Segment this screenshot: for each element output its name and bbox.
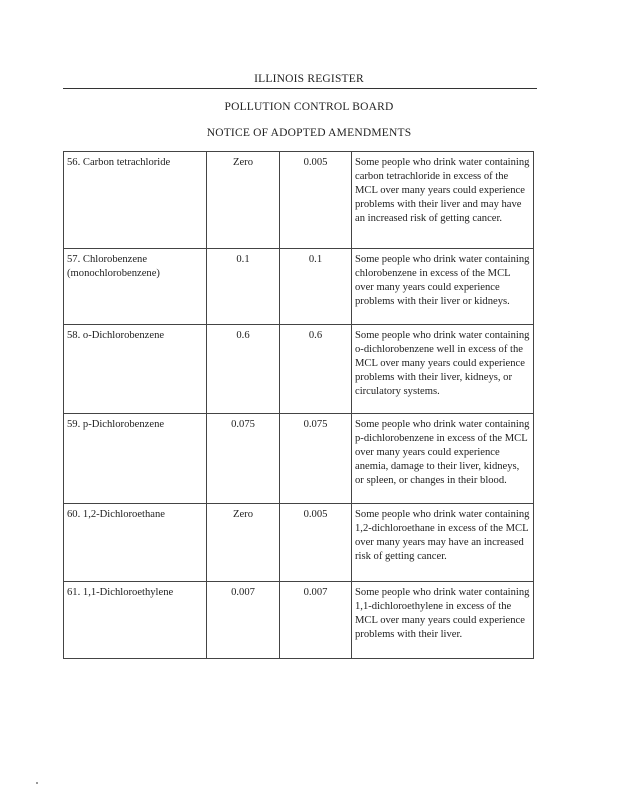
contaminant-name: 58. o-Dichlorobenzene <box>64 325 207 414</box>
contaminant-name: 59. p-Dichlorobenzene <box>64 414 207 504</box>
mcl-value: 0.075 <box>280 414 352 504</box>
mcl-value: 0.1 <box>280 249 352 325</box>
health-effects: Some people who drink water containing o-dichlorobenzene well in excess of the MCL over many years could experience problems with their liver, kidneys, or circulatory systems. <box>352 325 534 414</box>
mcl-value: 0.6 <box>280 325 352 414</box>
contaminant-name: 60. 1,2-Dichloroethane <box>64 504 207 582</box>
mclg-value: Zero <box>207 152 280 249</box>
health-effects: Some people who drink water containing 1,1-dichloroethylene in excess of the MCL over many years could experience problems with their liver. <box>352 582 534 659</box>
table-row <box>64 582 534 659</box>
contaminant-table <box>63 151 534 659</box>
health-effects: Some people who drink water containing p-dichlorobenzene in excess of the MCL over many years could experience anemia, damage to their liver, kidneys, or spleen, or changes in their blood. <box>352 414 534 504</box>
board-title: POLLUTION CONTROL BOARD <box>224 101 394 113</box>
notice-title: NOTICE OF ADOPTED AMENDMENTS <box>206 127 412 139</box>
contaminant-name: 57. Chlorobenzene (monochlorobenzene) <box>64 249 207 325</box>
mcl-value: 0.005 <box>280 504 352 582</box>
mclg-value: 0.6 <box>207 325 280 414</box>
table-row <box>64 504 534 582</box>
mclg-value: Zero <box>207 504 280 582</box>
table-row <box>64 152 534 249</box>
table-row <box>64 249 534 325</box>
mcl-value: 0.007 <box>280 582 352 659</box>
mcl-value: 0.005 <box>280 152 352 249</box>
contaminant-name: 61. 1,1-Dichloroethylene <box>64 582 207 659</box>
scan-artifact <box>36 782 38 784</box>
health-effects: Some people who drink water containing 1,2-dichloroethane in excess of the MCL over many years may have an increased risk of getting cancer. <box>352 504 534 582</box>
mclg-value: 0.1 <box>207 249 280 325</box>
register-title: ILLINOIS REGISTER <box>254 73 364 85</box>
mclg-value: 0.007 <box>207 582 280 659</box>
table-row <box>64 325 534 414</box>
contaminant-name: 56. Carbon tetrachloride <box>64 152 207 249</box>
health-effects: Some people who drink water containing chlorobenzene in excess of the MCL over many years could experience problems with their liver or kidneys. <box>352 249 534 325</box>
mclg-value: 0.075 <box>207 414 280 504</box>
table-row <box>64 414 534 504</box>
header-rule <box>63 88 537 89</box>
health-effects: Some people who drink water containing carbon tetrachloride in excess of the MCL over many years could experience problems with their liver and may have an increased risk of getting cancer. <box>352 152 534 249</box>
